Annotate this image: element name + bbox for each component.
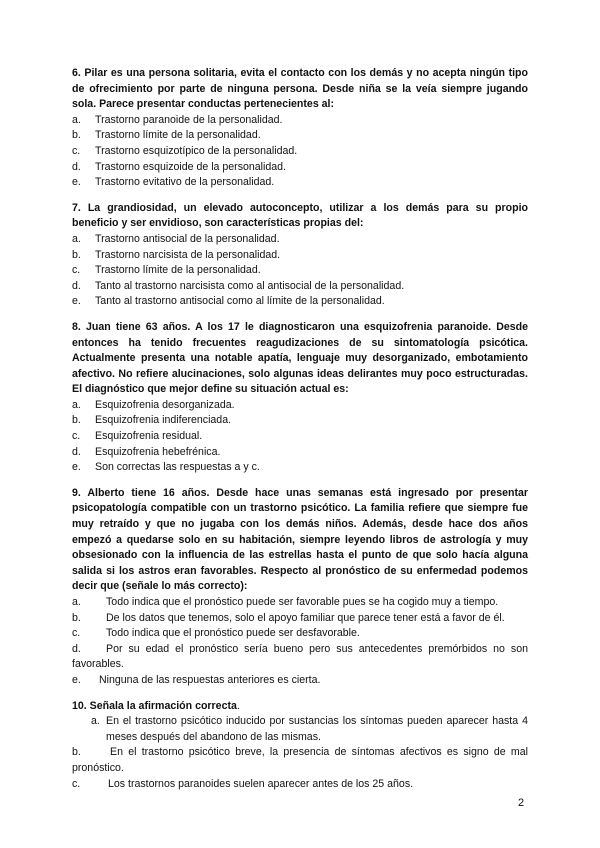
question-8 (72, 320, 528, 476)
option-item (72, 160, 528, 176)
option-text: Los trastornos paranoides suelen aparecer antes de los 25 años. (108, 777, 414, 790)
option-item (72, 279, 528, 295)
option-letter: c. (72, 627, 81, 640)
option-text: Tanto al trastorno narcisista como al antisocial de la personalidad. (95, 279, 405, 292)
option-text: Trastorno paranoide de la personalidad. (95, 113, 283, 126)
option-text: Todo indica que el pronóstico puede ser desfavorable. (106, 627, 360, 640)
option-text: En el trastorno psicótico breve, la presencia de síntomas afectivos es signo de mal pronóstico. (72, 746, 528, 774)
option-letter: b. (72, 414, 81, 427)
question-6 (72, 66, 528, 191)
option-letter: a. (91, 715, 100, 728)
option-item (72, 777, 528, 793)
option-text: Son correctas las respuestas a y c. (95, 461, 260, 474)
options-list (72, 113, 528, 191)
option-text: Tanto al trastorno antisocial como al límite de la personalidad. (95, 295, 385, 308)
option-letter: d. (72, 279, 81, 292)
option-letter: d. (72, 642, 81, 655)
question-7 (72, 201, 528, 310)
option-item (72, 175, 528, 191)
option-letter: e. (72, 461, 81, 474)
option-item (72, 745, 528, 776)
option-item (72, 595, 528, 611)
option-item (72, 611, 528, 627)
option-letter: b. (72, 248, 81, 261)
option-letter: d. (72, 445, 81, 458)
option-text: En el trastorno psicótico inducido por sustancias los síntomas pueden aparecer hasta 4 meses después del abandono de las mismas. (106, 715, 528, 743)
option-letter: c. (72, 264, 81, 277)
option-text: Trastorno narcisista de la personalidad. (95, 248, 281, 261)
question-stem: 9. Alberto tiene 16 años. Desde hace unas semanas está ingresado por presentar psicopatología compatible con un trastorno psicótico. La familia refiere que siempre fue muy retraído y que no jugaba con los demás niños. Además, desde hace dos años empezó a quedarse solo en su habitación, siempre leyendo libros de astrología y muy obsesionado con la influencia de las estrellas hasta el punto de que solo hacía alguna salida si los astros eran favorables. Respecto al pronóstico de su enfermedad podemos decir que (señale lo más correcto): (72, 486, 528, 593)
option-letter: b. (72, 746, 81, 759)
options-list (72, 595, 528, 689)
option-item (72, 263, 528, 279)
option-text: Esquizofrenia hebefrénica. (95, 445, 221, 458)
question-stem-bold: 10. Señala la afirmación correcta (72, 699, 237, 712)
option-item (72, 445, 528, 461)
option-text: Trastorno evitativo de la personalidad. (95, 176, 275, 189)
option-letter: d. (72, 160, 81, 173)
option-text: Trastorno esquizoide de la personalidad. (95, 160, 287, 173)
option-item (72, 128, 528, 144)
option-text: Trastorno antisocial de la personalidad. (95, 232, 280, 245)
option-letter: a. (72, 596, 81, 608)
option-item (72, 714, 528, 745)
option-letter: c. (72, 430, 81, 443)
options-list (72, 398, 528, 476)
option-text: Esquizofrenia residual. (95, 430, 203, 443)
option-item (72, 398, 528, 414)
option-letter: b. (72, 129, 81, 142)
question-stem: 8. Juan tiene 63 años. A los 17 le diagnosticaron una esquizofrenia paranoide. Desde entonces ha tenido frecuentes reagudizaciones de su sintomatología psicótica. Actualmente presenta una notable apatía, lenguaje muy desorganizado, embotamiento afectivo. No refiere alucinaciones, solo algunas ideas delirantes muy poco estructuradas. El diagnóstico que mejor define su situación actual es: (72, 320, 528, 396)
option-item (72, 248, 528, 264)
question-stem: 7. La grandiosidad, un elevado autoconcepto, utilizar a los demás para su propio beneficio y ser envidioso, son características propias del: (72, 201, 528, 230)
option-item (72, 626, 528, 642)
option-item (72, 144, 528, 160)
option-text: Ninguna de las respuestas anteriores es cierta. (99, 673, 321, 686)
option-text: Trastorno límite de la personalidad. (95, 264, 261, 277)
option-text: Todo indica que el pronóstico puede ser favorable pues se ha cogido muy a tiempo. (106, 596, 499, 608)
question-stem: 6. Pilar es una persona solitaria, evita el contacto con los demás y no acepta ningún tipo de ofrecimiento por parte de ninguna persona. Desde niña se la veía siempre jugando sola. Parece presentar conductas pertenecientes al: (72, 67, 528, 111)
option-item (72, 232, 528, 248)
option-text: Esquizofrenia desorganizada. (95, 398, 235, 411)
page-number: 2 (518, 797, 525, 809)
option-item (72, 413, 528, 429)
option-item (72, 460, 528, 476)
option-item (72, 113, 528, 129)
option-letter: c. (72, 144, 81, 157)
options-list (72, 714, 528, 792)
option-item (72, 642, 528, 673)
option-text: Por su edad el pronóstico sería bueno pero sus antecedentes premórbidos no son favorables. (72, 642, 528, 671)
option-letter: b. (72, 611, 81, 624)
options-list (72, 232, 528, 310)
option-letter: e. (72, 295, 81, 308)
question-stem (72, 699, 528, 715)
option-item (72, 673, 528, 689)
option-letter: a. (72, 113, 81, 126)
option-text: Trastorno esquizotípico de la personalidad. (95, 144, 298, 157)
option-letter: c. (72, 777, 81, 790)
option-text: Esquizofrenia indiferenciada. (95, 414, 232, 427)
document-page (72, 66, 528, 802)
option-letter: a. (72, 398, 81, 411)
option-letter: a. (72, 232, 81, 245)
option-item (72, 294, 528, 310)
option-letter: e. (72, 673, 81, 686)
option-letter: e. (72, 176, 81, 189)
question-9 (72, 486, 528, 689)
question-10 (72, 699, 528, 793)
question-stem-tail: . (236, 699, 240, 712)
option-text: Trastorno límite de la personalidad. (95, 129, 261, 142)
option-item (72, 429, 528, 445)
option-text: De los datos que tenemos, solo el apoyo familiar que parece tener está a favor de él. (106, 611, 505, 624)
